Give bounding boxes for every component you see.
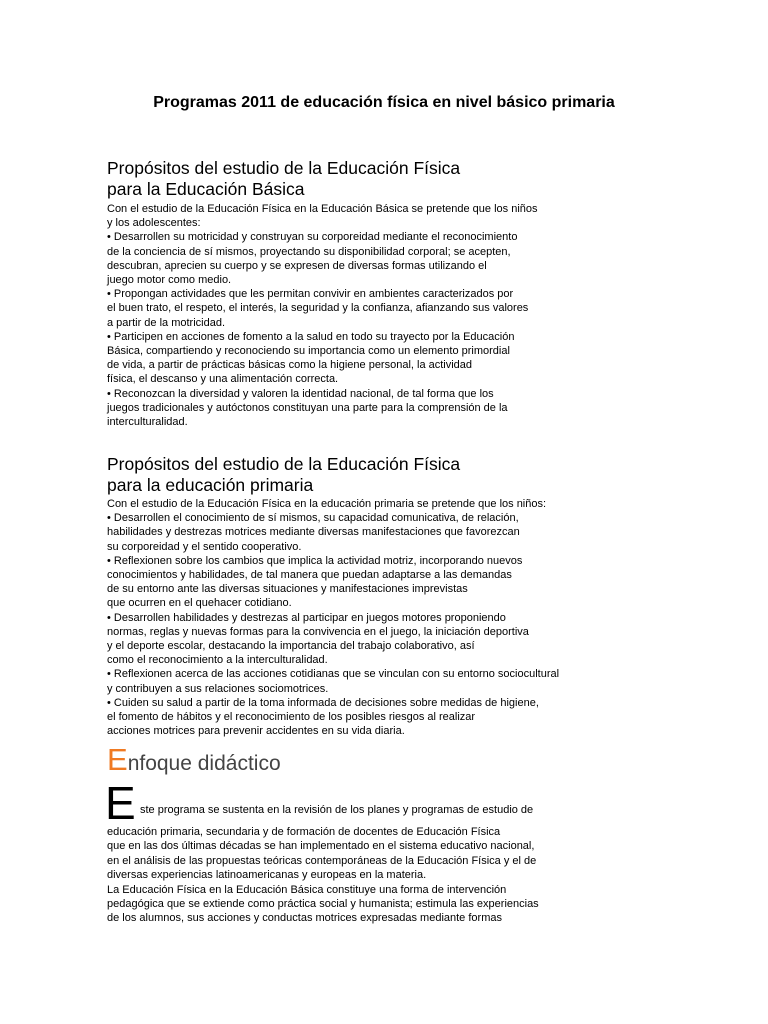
section2-text-line: • Cuiden su salud a partir de la toma informada de decisiones sobre medidas de higiene, <box>107 696 539 709</box>
enfoque-heading <box>107 744 281 780</box>
intro-first-line: ste programa se sustenta en la revisión de los planes y programas de estudio de <box>140 804 534 816</box>
section1-text-line: • Participen en acciones de fomento a la salud en todo su trayecto por la Educación <box>107 330 515 343</box>
section2-text-line: y contribuyen a sus relaciones sociomotrices. <box>107 682 329 695</box>
enfoque-rest: nfoque didáctico <box>127 752 281 775</box>
section1-body <box>107 202 538 429</box>
intro-text-line: que en las dos últimas décadas se han implementado en el sistema educativo nacional, <box>107 840 535 853</box>
section2-text-line: Con el estudio de la Educación Física en la educación primaria se pretende que los niños: <box>107 498 547 510</box>
section2-text-line: como el reconocimiento a la interculturalidad. <box>107 654 328 667</box>
section1-text-line: de la conciencia de sí mismos, proyectando su disponibilidad corporal; se acepten, <box>107 245 511 258</box>
section2-text-line: conocimientos y habilidades, de tal manera que puedan adaptarse a las demandas <box>107 569 512 582</box>
section1-text-line: • Reconozcan la diversidad y valoren la identidad nacional, de tal forma que los <box>107 387 494 400</box>
section2-text-line: acciones motrices para prevenir accidentes en su vida diaria. <box>107 725 405 738</box>
section1-text-line: interculturalidad. <box>107 416 188 429</box>
intro-text-line: pedagógica que se extiende como práctica social y humanista; estimula las experiencias <box>107 898 539 911</box>
intro-text-line: educación primaria, secundaria y de formación de docentes de Educación Física <box>107 826 501 838</box>
section1-text-line: Con el estudio de la Educación Física en la Educación Básica se pretende que los niños <box>107 203 538 215</box>
section1-text-line: • Propongan actividades que les permitan convivir en ambientes caracterizados por <box>107 288 514 301</box>
intro-text-line: en el análisis de las propuestas teóricas contemporáneas de la Educación Física y el de <box>107 854 537 867</box>
section1-text-line: juego motor como medio. <box>107 274 232 287</box>
section2-text-line: su corporeidad y el sentido cooperativo. <box>107 540 302 553</box>
intro-text-line: La Educación Física en la Educación Básica constituye una forma de intervención <box>107 883 507 896</box>
section2-text-line: que ocurren en el quehacer cotidiano. <box>107 597 292 610</box>
section2-text-line: • Desarrollen habilidades y destrezas al participar en juegos motores proponiendo <box>107 611 506 624</box>
section1-text-line: el buen trato, el respeto, el interés, la seguridad y la confianza, afianzando sus valores <box>107 302 529 315</box>
section2-text-line: y el deporte escolar, destacando la importancia del trabajo colaborativo, así <box>107 640 475 653</box>
section1-text-line: juegos tradicionales y autóctonos constituyan una parte para la comprensión de la <box>107 401 508 414</box>
section1-text-line: de vida, a partir de prácticas básicas como la higiene personal, la actividad <box>107 359 473 372</box>
section2-heading-line1: Propósitos del estudio de la Educación Física <box>107 454 461 474</box>
intro-text-line: de los alumnos, sus acciones y conductas motrices expresadas mediante formas <box>107 912 502 925</box>
section2-text-line: de su entorno ante las diversas situaciones y manifestaciones imprevistas <box>107 583 468 596</box>
section2-text-line: habilidades y destrezas motrices mediante diversas manifestaciones que favorezcan <box>107 526 520 539</box>
intro-body <box>107 825 539 926</box>
section1-text-line: física, el descanso y una alimentación correcta. <box>107 373 339 386</box>
section2-text-line: • Desarrollen el conocimiento de sí mismos, su capacidad comunicativa, de relación, <box>107 512 519 525</box>
section2-text-line: el fomento de hábitos y el reconocimiento de los posibles riesgos al realizar <box>107 711 476 724</box>
section1-text-line: • Desarrollen su motricidad y construyan su corporeidad mediante el reconocimiento <box>107 231 518 244</box>
section1-heading-line1: Propósitos del estudio de la Educación Física <box>107 158 461 178</box>
section2-body <box>107 497 559 738</box>
section1-heading-line2: para la Educación Básica <box>107 179 305 199</box>
intro-text-line: diversas experiencias latinoamericanas y europeas en la materia. <box>107 869 427 882</box>
document-title: Programas 2011 de educación física en nivel básico primaria <box>153 94 615 111</box>
section1-heading <box>107 158 460 200</box>
section2-text-line: • Reflexionen acerca de las acciones cotidianas que se vinculan con su entorno sociocultural <box>107 668 560 681</box>
section1-text-line: y los adolescentes: <box>107 217 201 230</box>
section2-heading <box>107 454 460 496</box>
section2-text-line: • Reflexionen sobre los cambios que implica la actividad motriz, incorporando nuevos <box>107 554 523 567</box>
section2-text-line: normas, reglas y nuevas formas para la convivencia en el juego, la iniciación deportiva <box>107 625 529 638</box>
section1-text-line: Básica, compartiendo y reconociendo su importancia como un elemento primordial <box>107 345 510 358</box>
intro-dropcap: E <box>105 777 136 829</box>
enfoque-initial: E <box>107 742 128 777</box>
section2-heading-line2: para la educación primaria <box>107 475 314 495</box>
section1-text-line: descubran, aprecien su cuerpo y se expresen de diversas formas utilizando el <box>107 259 487 272</box>
section1-text-line: a partir de la motricidad. <box>107 316 225 329</box>
